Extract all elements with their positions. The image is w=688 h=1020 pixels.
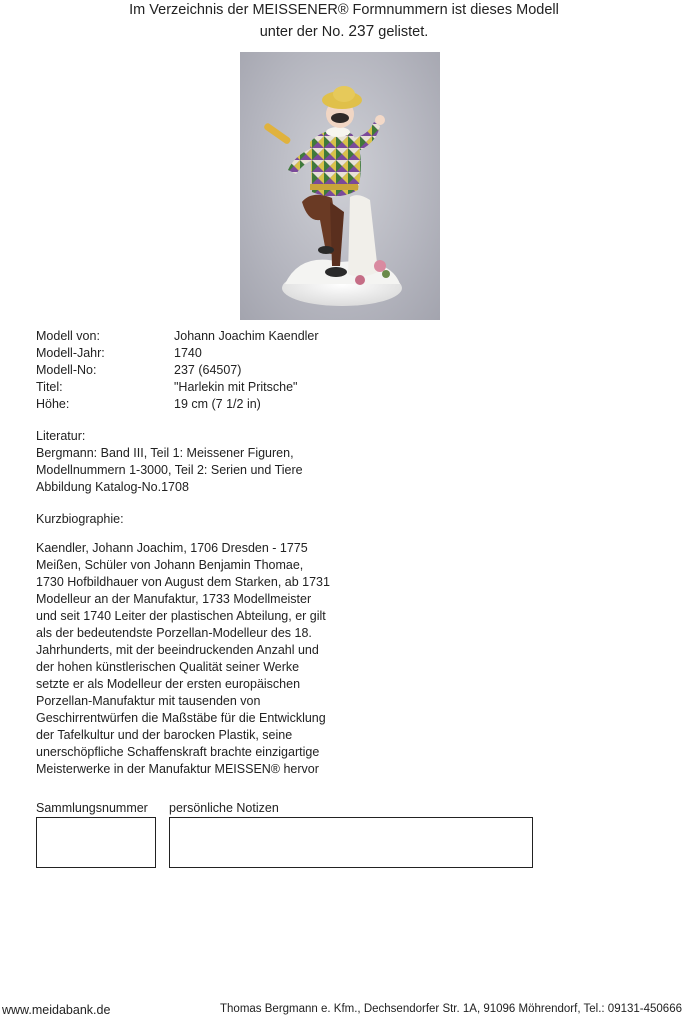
biography-line: Porzellan-Manufaktur mit tausenden von xyxy=(36,694,261,708)
literature-line: Modellnummern 1-3000, Teil 2: Serien und Tiere xyxy=(36,463,303,477)
collection-number-label: Sammlungsnummer xyxy=(36,801,148,815)
detail-label: Höhe: xyxy=(36,397,70,411)
header-line-1: Im Verzeichnis der MEISSENER® Formnummern ist dieses Modell xyxy=(129,2,559,18)
header-line-2 xyxy=(0,21,688,43)
biography-line: Jahrhunderts, mit der beeindruckenden Anzahl und xyxy=(36,643,319,657)
personal-notes-field[interactable] xyxy=(169,817,533,868)
biography-line: unerschöpfliche Schaffenskraft brachte einzigartige xyxy=(36,745,320,759)
biography-line: Meisterwerke in der Manufaktur MEISSEN® hervor xyxy=(36,762,319,776)
model-number: 237 xyxy=(348,23,375,40)
biography-line: Geschirrentwürfen die Maßstäbe für die Entwicklung xyxy=(36,711,326,725)
literature-section xyxy=(36,428,336,496)
biography-line: und seit 1740 Leiter der plastischen Abteilung, er gilt xyxy=(36,609,326,623)
header-line-2-prefix: unter der No. xyxy=(259,24,345,40)
biography-line: Meißen, Schüler von Johann Benjamin Thomae, xyxy=(36,558,304,572)
harlequin-figurine-image xyxy=(240,52,440,320)
footer-website: www.meidabank.de xyxy=(2,1003,111,1017)
footer-address: Thomas Bergmann e. Kfm., Dechsendorfer Str. 1A, 91096 Möhrendorf, Tel.: 09131-450666 xyxy=(220,1003,682,1015)
biography-line: Kaendler, Johann Joachim, 1706 Dresden - 1775 xyxy=(36,541,308,555)
detail-value: 1740 xyxy=(174,346,202,360)
detail-label: Modell-No: xyxy=(36,363,97,377)
biography-line: Modelleur an der Manufaktur, 1733 Modellmeister xyxy=(36,592,312,606)
detail-label: Titel: xyxy=(36,380,63,394)
detail-value: 237 (64507) xyxy=(174,363,242,377)
biography-heading: Kurzbiographie: xyxy=(36,512,124,526)
detail-value: 19 cm (7 1/2 in) xyxy=(174,397,261,411)
literature-heading: Literatur: xyxy=(36,429,86,443)
biography-line: setzte er als Modelleur der ersten europäischen xyxy=(36,677,301,691)
detail-label: Modell von: xyxy=(36,329,100,343)
biography-line: 1730 Hofbildhauer von August dem Starken, ab 1731 xyxy=(36,575,330,589)
figurine-photo xyxy=(240,52,440,320)
literature-line: Abbildung Katalog-No.1708 xyxy=(36,480,189,494)
biography-text xyxy=(36,540,336,778)
detail-value: Johann Joachim Kaendler xyxy=(174,329,319,343)
detail-value: "Harlekin mit Pritsche" xyxy=(174,380,298,394)
header-line-2-suffix: gelistet. xyxy=(378,24,429,40)
collection-number-field[interactable] xyxy=(36,817,156,868)
biography-line: der Tafelkultur und der barocken Plastik, seine xyxy=(36,728,293,742)
biography-line: der hohen künstlerischen Qualität seiner Werke xyxy=(36,660,300,674)
literature-line: Bergmann: Band III, Teil 1: Meissener Figuren, xyxy=(36,446,294,460)
biography-line: als der bedeutendste Porzellan-Modelleur des 18. xyxy=(36,626,312,640)
detail-label: Modell-Jahr: xyxy=(36,346,105,360)
personal-notes-label: persönliche Notizen xyxy=(169,801,279,815)
